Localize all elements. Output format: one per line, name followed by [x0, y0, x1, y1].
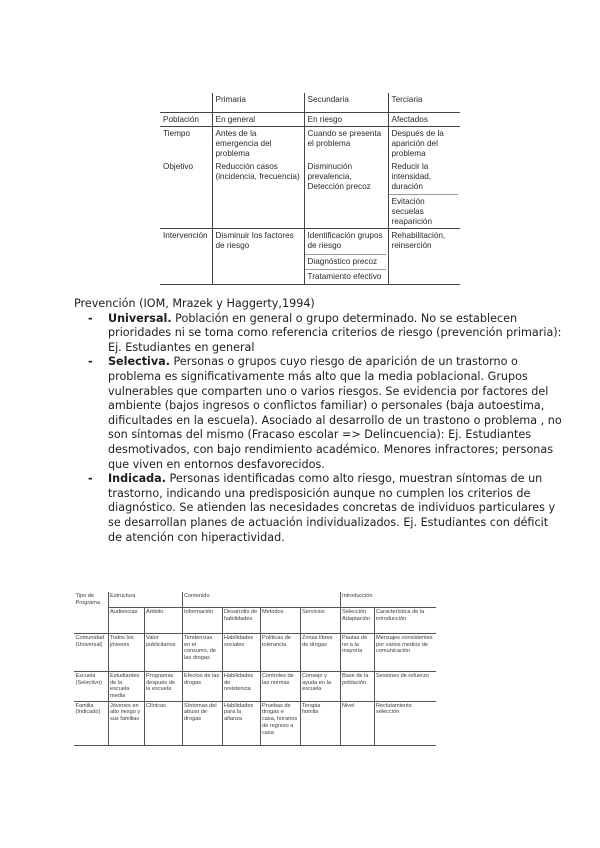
- prevention-description: [74, 297, 564, 545]
- item-term: Universal.: [108, 311, 172, 325]
- row-label: Objetivo: [160, 160, 212, 229]
- cell-part: Reducir la intensidad, duración: [391, 162, 432, 191]
- table-header-row: [160, 93, 460, 112]
- cell: Reducción casos (incidencia, frecuencia): [212, 160, 304, 229]
- prevention-levels-table: [160, 93, 460, 285]
- cell-part: Tratamiento efectivo: [305, 269, 386, 282]
- cell: Estudiantes de la escuela media: [108, 671, 144, 701]
- cell: [74, 607, 108, 633]
- cell: Rehabilitación, reinserción: [388, 229, 460, 285]
- header-contenido: Contenido: [182, 592, 340, 607]
- table-row-tiempo: [160, 127, 460, 161]
- cell: Habilidades de resistencia: [222, 671, 260, 701]
- cell: [304, 229, 388, 285]
- cell: Pautas de no a la mayoría: [340, 633, 374, 671]
- cell-part: Evitación secuelas reaparición: [389, 194, 459, 226]
- cell: Afectados: [388, 112, 460, 127]
- cell: Todos los jóvenes: [108, 633, 144, 671]
- cell: Valor publicitarios: [144, 633, 182, 671]
- table-row: [74, 671, 436, 701]
- bullet-dash: -: [88, 355, 93, 369]
- section-heading: [74, 297, 564, 312]
- cell: Controles de las normas: [260, 671, 300, 701]
- header-secundaria: Secundaria: [304, 93, 388, 112]
- header-tipo: Tipo de Programa: [75, 593, 101, 606]
- list-item-universal: [74, 312, 564, 356]
- cell: Sesiones de refuerzo: [374, 671, 436, 701]
- cell: Tendencias en el consumo, de las drogas: [182, 633, 222, 671]
- subheader: Desarrollo de habilidades: [222, 607, 260, 633]
- item-text: Personas identificadas como alto riesgo, muestran síntomas de un trastorno, indicando una predisposición aunque no cumplen los criterios de diagnóstico. Se atienden las necesidades concretas de individuos particulares y se desarrollan planes de actuación individualizados. Ej. Estudiantes con déficit de atención con hiperactividad.: [108, 472, 556, 544]
- heading-title: Prevención: [74, 297, 136, 310]
- cell: Cuando se presenta el problema: [304, 127, 388, 161]
- table-row: [74, 633, 436, 671]
- cell: Mensajes consistentes por varios medios de comunicación: [374, 633, 436, 671]
- table-row-intervencion: [160, 229, 460, 285]
- header-empty: [160, 93, 212, 112]
- cell: En riesgo: [304, 112, 388, 127]
- cell: Zonas libres de drogas: [300, 633, 340, 671]
- cell: Antes de la emergencia del problema: [212, 127, 304, 161]
- cell: Disminución prevalencia, Detección precoz: [304, 160, 388, 229]
- subheader: Selección Adaptación: [340, 607, 374, 633]
- cell: En general: [212, 112, 304, 127]
- header-primaria: Primaria: [212, 93, 304, 112]
- item-term: Selectiva.: [108, 355, 170, 369]
- cell: Jóvenes en alto riesgo y sus familias: [108, 701, 144, 745]
- table-subheader-row: [74, 607, 436, 633]
- subheader: Audiencias: [108, 607, 144, 633]
- row-label: Escuela (Selectivo): [74, 671, 108, 701]
- bullet-dash: -: [88, 472, 93, 486]
- cell: Disminuir los factores de riesgo: [212, 229, 304, 285]
- subheader: Metodos: [260, 607, 300, 633]
- cell: Clínicas: [144, 701, 182, 745]
- row-label: Intervención: [160, 229, 212, 285]
- program-types-table: [74, 592, 436, 746]
- item-term: Indicada.: [108, 472, 166, 486]
- row-label: Comunidad (Universal): [74, 633, 108, 671]
- header-introduccion: Introducción: [340, 592, 436, 607]
- cell: Nivel: [340, 701, 374, 745]
- cell: Consejo y ayuda en la escuela: [300, 671, 340, 701]
- cell: Base de la población: [340, 671, 374, 701]
- cell: Habilidades para la afianza: [222, 701, 260, 745]
- prevention-types-list: [74, 312, 564, 546]
- subheader: Característica de la introducción: [374, 607, 436, 633]
- bullet-dash: -: [88, 311, 93, 325]
- table-row-poblacion: [160, 112, 460, 127]
- cell: Programas después de la escuela: [144, 671, 182, 701]
- table-row-objetivo: [160, 160, 460, 229]
- cell: Políticas de tolerancia: [260, 633, 300, 671]
- table-row: [74, 701, 436, 745]
- header-estructura: Estructura: [108, 592, 182, 607]
- row-label: Tiempo: [163, 129, 190, 139]
- cell-part: Diagnóstico precoz: [305, 254, 386, 267]
- table-header-row: [74, 592, 436, 607]
- subheader: Servicios: [300, 607, 340, 633]
- item-text: Personas o grupos cuyo riesgo de aparición de un trastorno o problema es significativamente más alto que la media poblacional. Grupos vulnerables que comparten uno o varios riesgos. Se evidencia por factores del ambiente (bajos ingresos o conflictos familiar) o personales (baja autoestima, dificultades en la escuela). Asociado al desarrollo de un trastono o problema , no son síntomas del mismo (Fracaso escolar => Delincuencia): Ej. Estudiantes desmotivados, con bajo rendimiento académico. Menores infractores; personas que viven en entornos desfavorecidos.: [108, 355, 562, 471]
- cell: Efectos de las drogas: [182, 671, 222, 701]
- cell: Habilidades sociales: [222, 633, 260, 671]
- heading-citation: (IOM, Mrazek y Haggerty,1994): [135, 297, 315, 310]
- row-label: Población: [160, 112, 212, 127]
- item-text: Población en general o grupo determinado. No se establecen prioridades ni se toma como referencia criterios de riesgo (prevención primaria): Ej. Estudiantes en general: [108, 311, 562, 354]
- list-item-selectiva: [74, 355, 564, 472]
- header-terciaria: Terciaria: [388, 93, 460, 112]
- cell: Pruebas de drogas e casa, horarios de regreso a casa: [260, 701, 300, 745]
- cell: Terapia familia: [300, 701, 340, 745]
- cell-part: Identificación grupos de riesgo: [307, 231, 383, 250]
- cell: Síntomas del abuso de drogas: [182, 701, 222, 745]
- subheader: Información: [182, 607, 222, 633]
- list-item-indicada: [74, 472, 564, 545]
- cell: Después de la aparición del problema: [388, 127, 460, 161]
- row-label: Familia (Indicado): [74, 701, 108, 745]
- subheader: Ámbito: [144, 607, 182, 633]
- cell: Reclutamiento selección: [374, 701, 436, 745]
- cell: [388, 160, 460, 229]
